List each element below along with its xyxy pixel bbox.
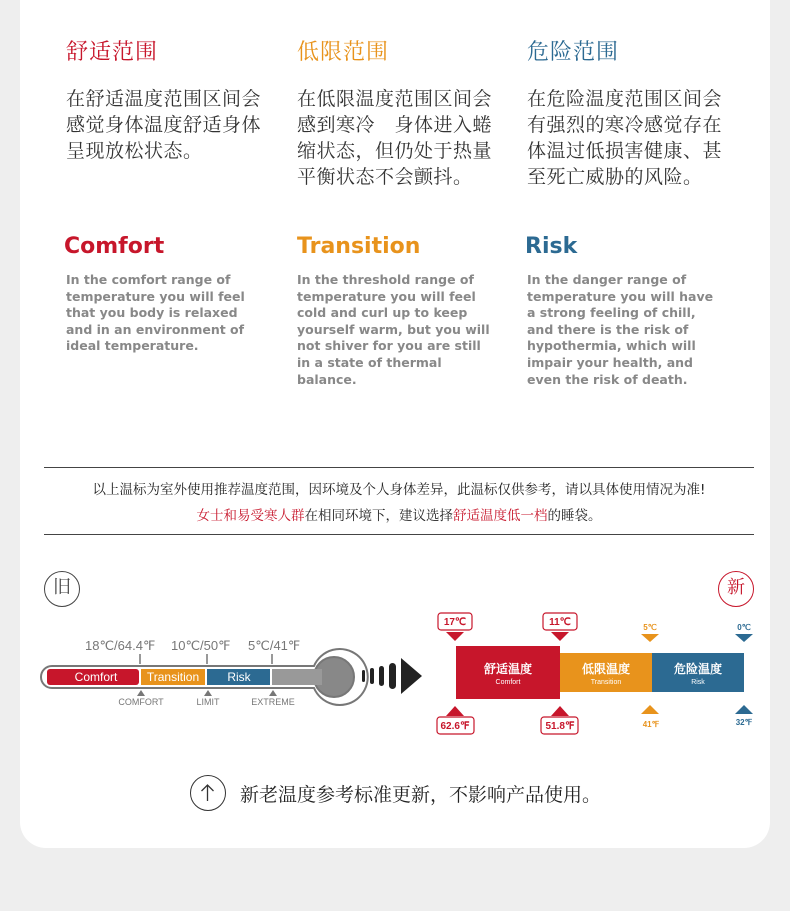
notice-mid-text: 在相同环境下，建议选择 [304, 508, 453, 524]
new-seg-transition-zh: 低限温度 [581, 662, 631, 676]
new-badge: 新 [718, 571, 754, 607]
comfort-column [64, 36, 276, 354]
transition-en-title: Transition [297, 234, 421, 259]
comfort-en-desc: In the comfort range of temperature you will feel that you body is relaxed and in an environment of ideal temperature. [66, 272, 245, 354]
comfort-zh-title: 舒适范围 [66, 40, 159, 65]
new-top-0c: 0℃ [737, 623, 751, 632]
old-temp-comfort: 18℃/64.4℉ [85, 638, 156, 653]
notice-highlight-group: 女士和易受寒人群 [196, 508, 305, 524]
notice-bottom-divider [44, 534, 754, 535]
transition-zh-title: 低限范围 [297, 40, 390, 65]
temperature-scales [40, 610, 760, 744]
old-temp-limit: 10℃/50℉ [171, 638, 231, 653]
new-bottom-32f: 32℉ [735, 718, 753, 727]
old-bottom-comfort: COMFORT [118, 697, 164, 707]
comfort-en-title: Comfort [64, 234, 165, 259]
new-seg-risk-en: Risk [691, 679, 705, 686]
old-thermometer [41, 638, 368, 707]
new-seg-comfort-zh: 舒适温度 [483, 662, 533, 676]
new-seg-comfort-en: Comfort [495, 679, 521, 686]
notice-line-2 [44, 504, 754, 524]
transition-arrow-icon [362, 658, 422, 694]
risk-column [525, 36, 737, 387]
risk-en-desc: In the danger range of temperature you will have a strong feeling of chill, and there is the risk of hypothermia, which will impair your health, and even the risk of death. [527, 272, 714, 387]
risk-zh-title: 危险范围 [527, 40, 620, 65]
new-bottom-41f: 41℉ [642, 720, 660, 729]
new-seg-transition-en: Transition [590, 679, 622, 686]
new-bottom-51-8f: 51.8℉ [545, 721, 575, 732]
old-bar-label-transition: Transition [146, 670, 200, 684]
new-temperature-bar [437, 613, 753, 734]
new-bottom-62-6f: 62.6℉ [440, 721, 470, 732]
risk-zh-desc: 在危险温度范围区间会有强烈的寒冷感觉存在体温过低损害健康、甚至死亡威胁的风险。 [527, 88, 723, 188]
new-top-11c: 11℃ [549, 617, 571, 628]
old-bar-extreme [272, 669, 322, 685]
transition-en-desc: In the threshold range of temperature you will feel cold and curl up to keep yourself warm, but you will not shiver for you are still in a state of thermal balance. [297, 272, 490, 387]
new-top-17c: 17℃ [443, 617, 467, 628]
notice-top-divider [44, 467, 754, 468]
old-bar-label-risk: Risk [227, 670, 251, 684]
old-bottom-extreme: EXTREME [251, 697, 295, 707]
old-bar-label-comfort: Comfort [74, 670, 118, 684]
new-seg-risk-zh: 危险温度 [673, 662, 723, 676]
transition-zh-desc: 在低限温度范围区间会感到寒冷 身体进入蜷缩状态，但仍处于热量平衡状态不会颤抖。 [297, 88, 493, 188]
comfort-zh-desc: 在舒适温度范围区间会感觉身体温度舒适身体呈现放松状态。 [66, 88, 262, 162]
old-bottom-limit: LIMIT [196, 697, 220, 707]
risk-en-title: Risk [525, 234, 578, 259]
new-top-5c: 5℃ [643, 623, 657, 632]
footer-text: 新老温度参考标准更新，不影响产品使用。 [240, 784, 602, 806]
old-badge: 旧 [44, 571, 80, 607]
notice-highlight-rating: 舒适温度低一档 [453, 508, 548, 524]
notice-line-1: 以上温标为室外使用推荐温度范围，因环境及个人身体差异，此温标仅供参考，请以具体使用情况为准! [92, 482, 706, 498]
transition-column [297, 36, 507, 387]
notice-end-text: 的睡袋。 [547, 508, 602, 524]
arrow-up-icon [190, 775, 226, 811]
old-temp-extreme: 5℃/41℉ [248, 638, 301, 653]
